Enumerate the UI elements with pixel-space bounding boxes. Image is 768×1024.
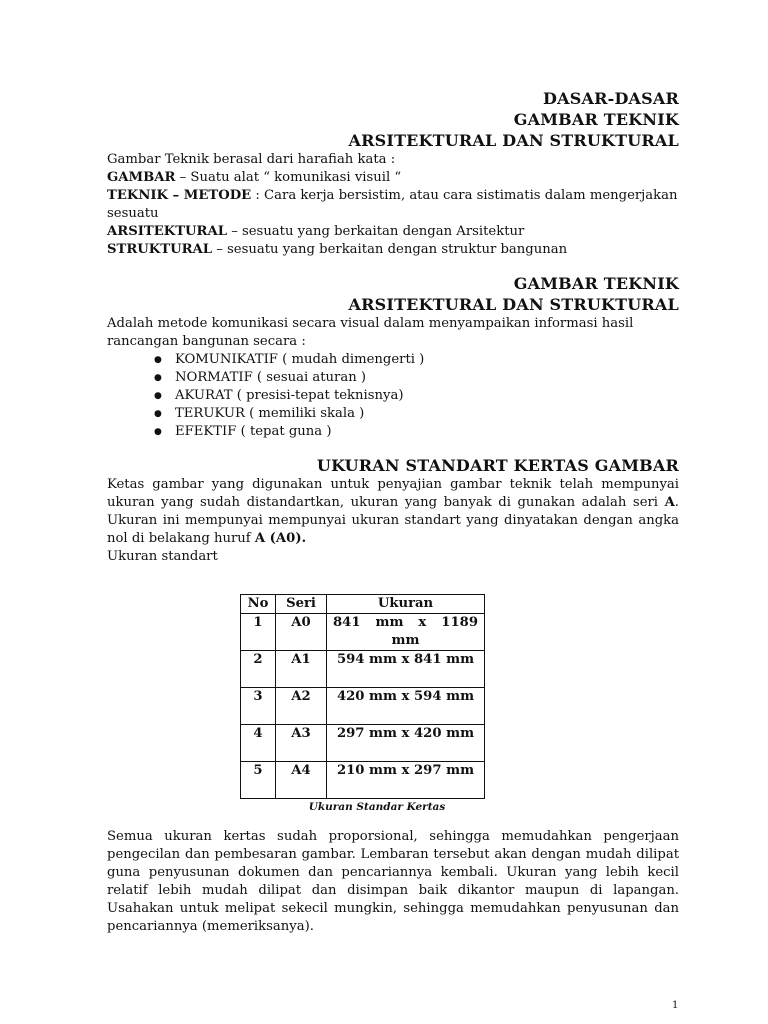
spacer bbox=[107, 814, 679, 828]
list-item: ● NORMATIF ( sesuai aturan ) bbox=[107, 369, 679, 387]
cell-seri: A0 bbox=[276, 614, 327, 651]
table-row bbox=[241, 651, 485, 688]
cell-seri: A2 bbox=[276, 688, 327, 725]
term-desc: – Suatu alat “ komunikasi visuil “ bbox=[175, 170, 402, 185]
characteristics-list bbox=[107, 351, 679, 441]
table-row bbox=[241, 762, 485, 799]
table-row bbox=[241, 614, 485, 651]
term-desc: – sesuatu yang berkaitan dengan Arsitektur bbox=[227, 224, 525, 239]
title-line: GAMBAR TEKNIK bbox=[513, 110, 679, 129]
table-caption: Ukuran Standar Kertas bbox=[308, 801, 446, 813]
column-header: No bbox=[241, 595, 276, 614]
main-title bbox=[107, 88, 679, 151]
page-number: 1 bbox=[672, 1000, 679, 1011]
cell-no: 1 bbox=[241, 614, 276, 651]
proportional-paragraph: Semua ukuran kertas sudah proporsional, sehingga memudahkan pengerjaan pengecilan dan pembesaran gambar. Lembaran tersebut akan dengan mudah dilipat guna penyusunan dokumen dan pencariannya kembali. Ukuran yang lebih kecil relatif lebih mudah dilipat dan disimpan baik dikantor maupun di lapangan. Usahakan untuk melipat sekecil mungkin, sehingga memudahkan penyusunan dan pencariannya (memeriksanya). bbox=[107, 829, 679, 934]
title-line: DASAR-DASAR bbox=[543, 89, 679, 108]
definition-arsitektural bbox=[107, 223, 679, 241]
column-header: Seri bbox=[276, 595, 327, 614]
term: GAMBAR bbox=[107, 170, 176, 185]
cell-no: 4 bbox=[241, 725, 276, 762]
list-item: ● KOMUNIKATIF ( mudah dimengerti ) bbox=[107, 351, 679, 369]
term-desc: : Cara kerja bersistim, atau cara sistimatis dalam mengerjakan sesuatu bbox=[107, 188, 678, 221]
table-row bbox=[241, 688, 485, 725]
term-desc: – sesuatu yang berkaitan dengan struktur bangunan bbox=[212, 242, 568, 257]
cell-seri: A4 bbox=[276, 762, 327, 799]
term: ARSITEKTURAL bbox=[107, 224, 227, 239]
cell-no: 3 bbox=[241, 688, 276, 725]
definition-teknik-metode bbox=[107, 187, 679, 223]
table-header-row bbox=[241, 595, 485, 614]
cell-seri: A1 bbox=[276, 651, 327, 688]
page-content bbox=[107, 88, 679, 936]
standard-size-label: Ukuran standart bbox=[107, 549, 218, 564]
definition-struktural bbox=[107, 241, 679, 259]
term: STRUKTURAL bbox=[107, 242, 213, 257]
paper-size-paragraph: Ketas gambar yang digunakan untuk penyajian gambar teknik telah mempunyai ukuran yang sudah distandartkan, ukuran yang banyak di gunakan adalah seri A. Ukuran ini mempunyai mempunyai ukuran standart yang dinyatakan dengan angka nol di belakang huruf A (A0). bbox=[107, 477, 679, 546]
cell-ukuran: 841 mm x 1189 mm bbox=[327, 614, 485, 651]
cell-ukuran: 420 mm x 594 mm bbox=[327, 688, 485, 725]
cell-no: 2 bbox=[241, 651, 276, 688]
cell-ukuran: 297 mm x 420 mm bbox=[327, 725, 485, 762]
intro-text: Gambar Teknik berasal dari harafiah kata : bbox=[107, 152, 396, 167]
cell-seri: A3 bbox=[276, 725, 327, 762]
spacer bbox=[107, 441, 679, 455]
list-item: ● EFEKTIF ( tepat guna ) bbox=[107, 423, 679, 441]
cell-no: 5 bbox=[241, 762, 276, 799]
list-item: ● AKURAT ( presisi-tepat teknisnya) bbox=[107, 387, 679, 405]
cell-ukuran: 210 mm x 297 mm bbox=[327, 762, 485, 799]
title-line: ARSITEKTURAL DAN STRUKTURAL bbox=[348, 295, 679, 314]
section-title bbox=[107, 273, 679, 315]
paper-size-table bbox=[240, 594, 485, 799]
title-line: ARSITEKTURAL DAN STRUKTURAL bbox=[348, 131, 679, 150]
column-header: Ukuran bbox=[327, 595, 485, 614]
definition-gambar bbox=[107, 169, 679, 187]
list-item: ● TERUKUR ( memiliki skala ) bbox=[107, 405, 679, 423]
definition-paragraph: Adalah metode komunikasi secara visual dalam menyampaikan informasi hasil rancangan bangunan secara : bbox=[107, 316, 634, 349]
section-title: UKURAN STANDART KERTAS GAMBAR bbox=[316, 456, 679, 475]
term: TEKNIK – METODE bbox=[107, 188, 252, 203]
spacer bbox=[107, 259, 679, 273]
title-line: GAMBAR TEKNIK bbox=[513, 274, 679, 293]
cell-ukuran: 594 mm x 841 mm bbox=[327, 651, 485, 688]
table-row bbox=[241, 725, 485, 762]
